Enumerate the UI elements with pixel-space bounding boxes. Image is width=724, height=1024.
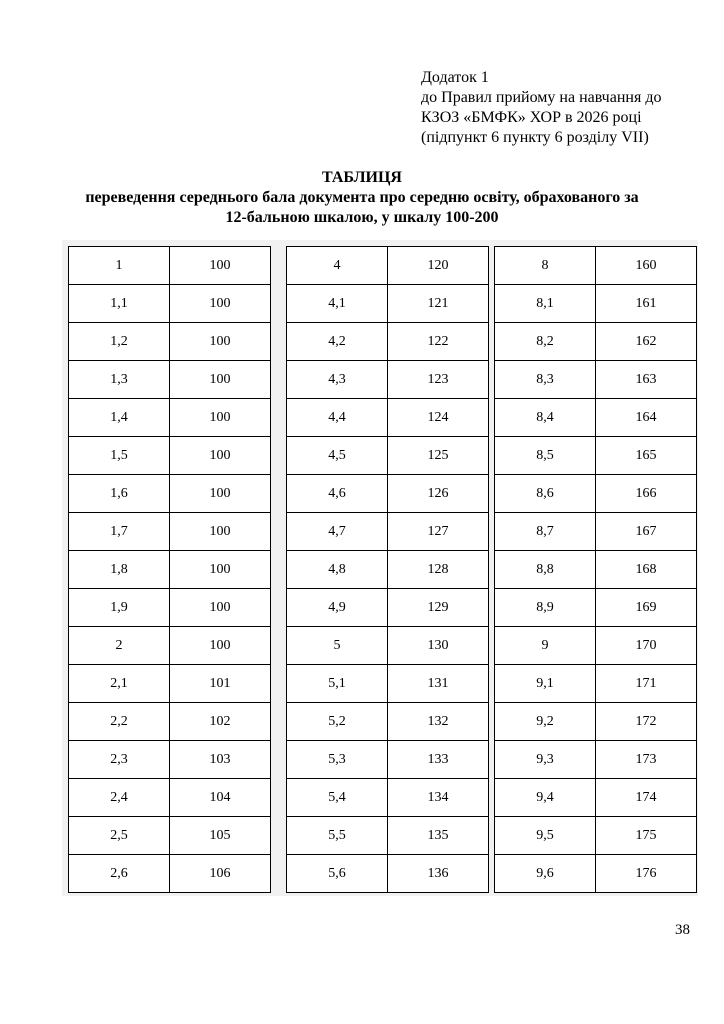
score-200-point-cell: 163 bbox=[596, 361, 697, 399]
grade-12-point-cell: 9,4 bbox=[495, 779, 596, 817]
score-200-point-cell: 130 bbox=[388, 627, 489, 665]
grade-12-point-cell: 9,2 bbox=[495, 703, 596, 741]
grade-12-point-cell: 1,9 bbox=[69, 589, 170, 627]
conversion-table-3 bbox=[494, 246, 697, 893]
table-row bbox=[287, 285, 489, 323]
grade-12-point-cell: 8 bbox=[495, 247, 596, 285]
conversion-tables bbox=[62, 240, 698, 896]
score-200-point-cell: 106 bbox=[170, 855, 271, 893]
grade-12-point-cell: 4 bbox=[287, 247, 388, 285]
score-200-point-cell: 124 bbox=[388, 399, 489, 437]
score-200-point-cell: 120 bbox=[388, 247, 489, 285]
grade-12-point-cell: 8,4 bbox=[495, 399, 596, 437]
score-200-point-cell: 125 bbox=[388, 437, 489, 475]
table-row bbox=[495, 665, 697, 703]
grade-12-point-cell: 8,6 bbox=[495, 475, 596, 513]
score-200-point-cell: 132 bbox=[388, 703, 489, 741]
score-200-point-cell: 135 bbox=[388, 817, 489, 855]
grade-12-point-cell: 1,7 bbox=[69, 513, 170, 551]
grade-12-point-cell: 1,5 bbox=[69, 437, 170, 475]
table-row bbox=[69, 817, 271, 855]
table-row bbox=[495, 779, 697, 817]
grade-12-point-cell: 5,4 bbox=[287, 779, 388, 817]
grade-12-point-cell: 8,8 bbox=[495, 551, 596, 589]
grade-12-point-cell: 5,6 bbox=[287, 855, 388, 893]
table-row bbox=[69, 361, 271, 399]
score-200-point-cell: 129 bbox=[388, 589, 489, 627]
table-row bbox=[69, 703, 271, 741]
table-row bbox=[69, 399, 271, 437]
table-row bbox=[69, 551, 271, 589]
grade-12-point-cell: 1,6 bbox=[69, 475, 170, 513]
score-200-point-cell: 121 bbox=[388, 285, 489, 323]
table-row bbox=[287, 513, 489, 551]
grade-12-point-cell: 2,4 bbox=[69, 779, 170, 817]
score-200-point-cell: 173 bbox=[596, 741, 697, 779]
grade-12-point-cell: 9,5 bbox=[495, 817, 596, 855]
table-row bbox=[69, 779, 271, 817]
annex-line: КЗОЗ «БМФК» ХОР в 2026 році bbox=[421, 109, 642, 126]
table-row bbox=[69, 855, 271, 893]
score-200-point-cell: 175 bbox=[596, 817, 697, 855]
table-row bbox=[69, 513, 271, 551]
conversion-table-1 bbox=[68, 246, 271, 893]
table-row bbox=[69, 437, 271, 475]
grade-12-point-cell: 2,3 bbox=[69, 741, 170, 779]
grade-12-point-cell: 8,2 bbox=[495, 323, 596, 361]
grade-12-point-cell: 1,3 bbox=[69, 361, 170, 399]
table-row bbox=[495, 703, 697, 741]
grade-12-point-cell: 8,3 bbox=[495, 361, 596, 399]
grade-12-point-cell: 4,9 bbox=[287, 589, 388, 627]
score-200-point-cell: 131 bbox=[388, 665, 489, 703]
table-row bbox=[495, 513, 697, 551]
table-row bbox=[287, 665, 489, 703]
table-row bbox=[495, 855, 697, 893]
annex-line: до Правил прийому на навчання до bbox=[421, 89, 662, 106]
score-200-point-cell: 100 bbox=[170, 551, 271, 589]
table-row bbox=[495, 323, 697, 361]
grade-12-point-cell: 4,4 bbox=[287, 399, 388, 437]
score-200-point-cell: 100 bbox=[170, 475, 271, 513]
score-200-point-cell: 167 bbox=[596, 513, 697, 551]
grade-12-point-cell: 8,9 bbox=[495, 589, 596, 627]
grade-12-point-cell: 2 bbox=[69, 627, 170, 665]
table-row bbox=[495, 817, 697, 855]
grade-12-point-cell: 9,6 bbox=[495, 855, 596, 893]
grade-12-point-cell: 4,7 bbox=[287, 513, 388, 551]
score-200-point-cell: 100 bbox=[170, 589, 271, 627]
document-subtitle-line: переведення середнього бала документа про середню освіту, обрахованого за bbox=[85, 189, 639, 206]
score-200-point-cell: 166 bbox=[596, 475, 697, 513]
grade-12-point-cell: 4,1 bbox=[287, 285, 388, 323]
grade-12-point-cell: 4,2 bbox=[287, 323, 388, 361]
annex-line: Додаток 1 bbox=[421, 69, 489, 86]
score-200-point-cell: 102 bbox=[170, 703, 271, 741]
grade-12-point-cell: 1,2 bbox=[69, 323, 170, 361]
table-row bbox=[495, 247, 697, 285]
grade-12-point-cell: 1 bbox=[69, 247, 170, 285]
score-200-point-cell: 100 bbox=[170, 323, 271, 361]
table-row bbox=[287, 817, 489, 855]
table-row bbox=[495, 589, 697, 627]
grade-12-point-cell: 1,8 bbox=[69, 551, 170, 589]
score-200-point-cell: 136 bbox=[388, 855, 489, 893]
annex-note bbox=[421, 68, 661, 148]
score-200-point-cell: 176 bbox=[596, 855, 697, 893]
grade-12-point-cell: 8,5 bbox=[495, 437, 596, 475]
score-200-point-cell: 128 bbox=[388, 551, 489, 589]
score-200-point-cell: 161 bbox=[596, 285, 697, 323]
table-row bbox=[287, 703, 489, 741]
grade-12-point-cell: 2,2 bbox=[69, 703, 170, 741]
document-title: ТАБЛИЦЯ bbox=[322, 169, 402, 186]
score-200-point-cell: 100 bbox=[170, 627, 271, 665]
table-row bbox=[69, 323, 271, 361]
score-200-point-cell: 174 bbox=[596, 779, 697, 817]
table-row bbox=[287, 475, 489, 513]
table-row bbox=[287, 361, 489, 399]
score-200-point-cell: 134 bbox=[388, 779, 489, 817]
table-row bbox=[69, 589, 271, 627]
score-200-point-cell: 101 bbox=[170, 665, 271, 703]
table-row bbox=[287, 855, 489, 893]
table-row bbox=[495, 361, 697, 399]
grade-12-point-cell: 4,3 bbox=[287, 361, 388, 399]
grade-12-point-cell: 8,1 bbox=[495, 285, 596, 323]
grade-12-point-cell: 5,2 bbox=[287, 703, 388, 741]
score-200-point-cell: 168 bbox=[596, 551, 697, 589]
score-200-point-cell: 169 bbox=[596, 589, 697, 627]
score-200-point-cell: 100 bbox=[170, 513, 271, 551]
grade-12-point-cell: 2,1 bbox=[69, 665, 170, 703]
table-row bbox=[287, 551, 489, 589]
score-200-point-cell: 123 bbox=[388, 361, 489, 399]
table-row bbox=[287, 437, 489, 475]
grade-12-point-cell: 2,5 bbox=[69, 817, 170, 855]
grade-12-point-cell: 9,3 bbox=[495, 741, 596, 779]
grade-12-point-cell: 1,4 bbox=[69, 399, 170, 437]
table-row bbox=[69, 475, 271, 513]
grade-12-point-cell: 8,7 bbox=[495, 513, 596, 551]
annex-line: (підпункт 6 пункту 6 розділу VII) bbox=[421, 129, 649, 146]
score-200-point-cell: 170 bbox=[596, 627, 697, 665]
score-200-point-cell: 104 bbox=[170, 779, 271, 817]
page-number: 38 bbox=[675, 922, 690, 938]
grade-12-point-cell: 1,1 bbox=[69, 285, 170, 323]
grade-12-point-cell: 9,1 bbox=[495, 665, 596, 703]
table-row bbox=[69, 627, 271, 665]
score-200-point-cell: 100 bbox=[170, 361, 271, 399]
table-row bbox=[495, 551, 697, 589]
score-200-point-cell: 133 bbox=[388, 741, 489, 779]
conversion-table-2 bbox=[286, 246, 489, 893]
score-200-point-cell: 100 bbox=[170, 399, 271, 437]
table-row bbox=[287, 247, 489, 285]
grade-12-point-cell: 5 bbox=[287, 627, 388, 665]
score-200-point-cell: 171 bbox=[596, 665, 697, 703]
score-200-point-cell: 100 bbox=[170, 247, 271, 285]
score-200-point-cell: 100 bbox=[170, 437, 271, 475]
grade-12-point-cell: 2,6 bbox=[69, 855, 170, 893]
score-200-point-cell: 122 bbox=[388, 323, 489, 361]
grade-12-point-cell: 4,8 bbox=[287, 551, 388, 589]
table-row bbox=[495, 437, 697, 475]
table-row bbox=[287, 589, 489, 627]
grade-12-point-cell: 5,1 bbox=[287, 665, 388, 703]
score-200-point-cell: 162 bbox=[596, 323, 697, 361]
table-row bbox=[287, 399, 489, 437]
document-subtitle-line: 12-бальною шкалою, у шкалу 100-200 bbox=[225, 209, 499, 226]
score-200-point-cell: 164 bbox=[596, 399, 697, 437]
score-200-point-cell: 160 bbox=[596, 247, 697, 285]
table-row bbox=[287, 323, 489, 361]
score-200-point-cell: 127 bbox=[388, 513, 489, 551]
title-block bbox=[0, 168, 724, 228]
score-200-point-cell: 165 bbox=[596, 437, 697, 475]
grade-12-point-cell: 4,6 bbox=[287, 475, 388, 513]
score-200-point-cell: 105 bbox=[170, 817, 271, 855]
grade-12-point-cell: 5,5 bbox=[287, 817, 388, 855]
table-row bbox=[495, 475, 697, 513]
table-row bbox=[69, 247, 271, 285]
table-row bbox=[495, 285, 697, 323]
table-row bbox=[287, 627, 489, 665]
table-row bbox=[495, 741, 697, 779]
score-200-point-cell: 103 bbox=[170, 741, 271, 779]
table-row bbox=[287, 741, 489, 779]
score-200-point-cell: 126 bbox=[388, 475, 489, 513]
table-row bbox=[287, 779, 489, 817]
table-row bbox=[69, 741, 271, 779]
score-200-point-cell: 100 bbox=[170, 285, 271, 323]
grade-12-point-cell: 4,5 bbox=[287, 437, 388, 475]
table-row bbox=[69, 665, 271, 703]
table-row bbox=[495, 399, 697, 437]
grade-12-point-cell: 5,3 bbox=[287, 741, 388, 779]
table-row bbox=[495, 627, 697, 665]
score-200-point-cell: 172 bbox=[596, 703, 697, 741]
grade-12-point-cell: 9 bbox=[495, 627, 596, 665]
table-row bbox=[69, 285, 271, 323]
